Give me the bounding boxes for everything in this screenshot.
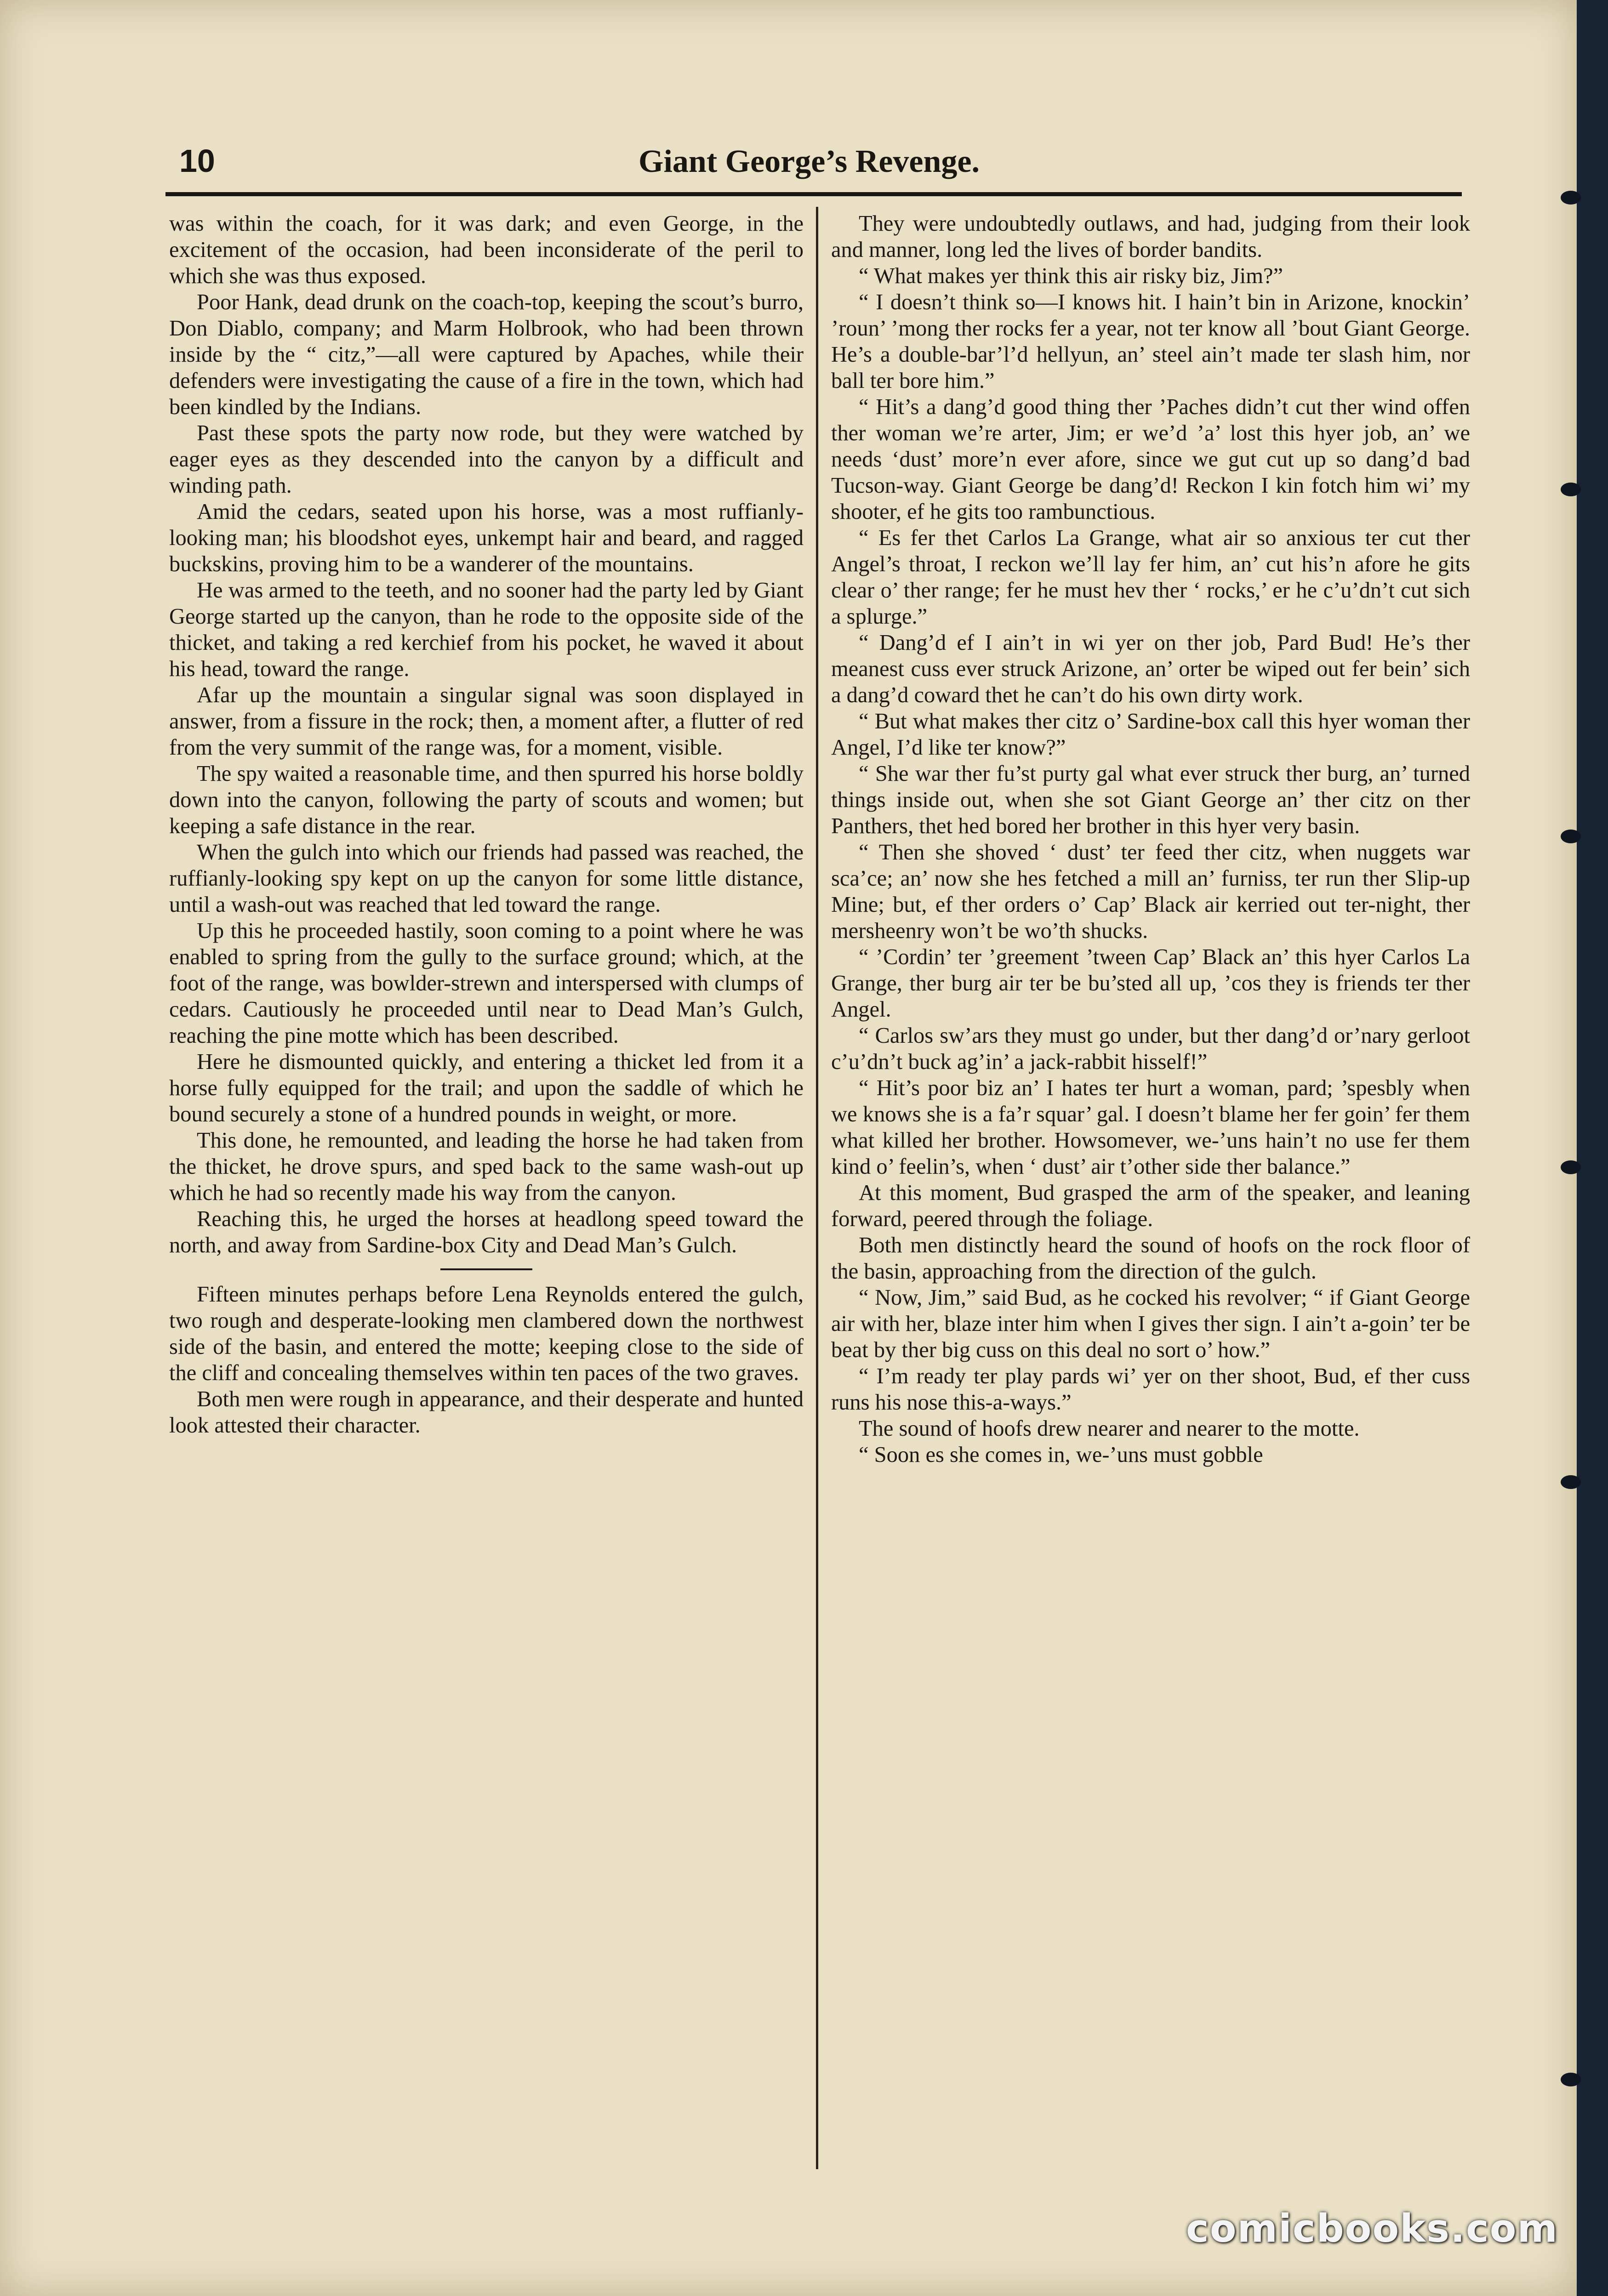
site-watermark: comicbooks.com [1186,2206,1558,2251]
paragraph: “ I’m ready ter play pards wi’ yer on ther shoot, Bud, ef ther cuss runs his nose this-a-ways.” [831,1364,1470,1415]
paragraph: “ Soon es she comes in, we-’uns must gobble [859,1443,1263,1467]
paragraph: Both men distinctly heard the sound of hoofs on the rock floor of the basin, approaching from the direction of the gulch. [831,1233,1470,1284]
page-header [165,138,1453,188]
paragraph: was within the coach, for it was dark; and even George, in the excitement of the occasion, had been inconsiderate of the peril to which she was thus exposed. [169,211,804,288]
binding-hole [1561,2073,1581,2086]
paragraph: Past these spots the party now rode, but they were watched by eager eyes as they descended into the canyon by a difficult and winding path. [169,421,804,498]
binding-hole [1561,1160,1581,1174]
page-number: 10 [179,143,215,179]
paragraph: Fifteen minutes perhaps before Lena Reynolds entered the gulch, two rough and desperate-looking men clambered down the northwest side of the basin, and entered the motte; keeping close to the side of the cliff and concealing themselves within ten paces of the two graves. [169,1282,804,1385]
paragraph: “ But what makes ther citz o’ Sardine-box call this hyer woman ther Angel, I’d like ter know?” [831,709,1470,760]
column-divider [816,207,818,2169]
paragraph: “ Now, Jim,” said Bud, as he cocked his revolver; “ if Giant George air with her, blaze inter him when I gives ther sign. I ain’t a-goin’ ter be beat by ther big cuss on this deal no sort o’ how.” [831,1285,1470,1362]
paragraph: Amid the cedars, seated upon his horse, was a most ruffianly-looking man; his bloodshot eyes, unkempt hair and beard, and ragged buckskins, proving him to be a wanderer of the mountains. [169,500,804,576]
header-rule [165,192,1462,196]
binding-hole [1561,830,1581,843]
paragraph: At this moment, Bud grasped the arm of the speaker, and leaning forward, peered through the foliage. [831,1181,1470,1231]
page-title: Giant George’s Revenge. [639,144,980,179]
left-column [169,210,804,1438]
paragraph: Poor Hank, dead drunk on the coach-top, keeping the scout’s burro, Don Diablo, company; and Marm Holbrook, who had been thrown inside by the “ citz,”—all were captured by Apaches, while their defenders were investigating the cause of a fire in the town, which had been kindled by the Indians. [169,290,804,419]
paragraph: Afar up the mountain a singular signal was soon displayed in answer, from a fissure in the rock; then, a moment after, a flutter of red from the very summit of the range was, for a moment, visible. [169,683,804,760]
paragraph: “ What makes yer think this air risky biz, Jim?” [859,264,1283,288]
paragraph: He was armed to the teeth, and no sooner had the party led by Giant George started up the canyon, than he rode to the opposite side of the thicket, and taking a red kerchief from his pocket, he waved it about his head, toward the range. [169,578,804,681]
paragraph: “ Es fer thet Carlos La Grange, what air so anxious ter cut ther Angel’s throat, I reckon we’ll lay fer him, an’ cut his’n afore he gits clear o’ ther range; fer he must hev ther ‘ rocks,’ er he c’u’dn’t cut sich a splurge.” [831,526,1470,629]
binding-hole [1561,191,1581,205]
paragraph: “ Dang’d ef I ain’t in wi yer on ther job, Pard Bud! He’s ther meanest cuss ever struck Arizone, an’ orter be wiped out fer bein’ sich a dang’d coward thet he can’t do his own dirty work. [831,631,1470,707]
paragraph: “ Hit’s a dang’d good thing ther ’Paches didn’t cut ther wind offen ther woman we’re arter, Jim; er we’d ’a’ lost this hyer job, an’ we needs ‘dust’ more’n ever afore, since we gut cut up so dang’d bad Tucson-way. Giant George be dang’d! Reckon I kin fotch him wi’ my shooter, ef he gits too rambunctious. [831,395,1470,524]
binding-hole [1561,1475,1581,1489]
paragraph: This done, he remounted, and leading the horse he had taken from the thicket, he drove spurs, and sped back to the same wash-out up which he had so recently made his way from the canyon. [169,1128,804,1205]
paragraph: The sound of hoofs drew nearer and nearer to the motte. [859,1416,1360,1441]
paragraph: Up this he proceeded hastily, soon coming to a point where he was enabled to spring from the gully to the surface ground; which, at the foot of the range, was bowlder-strewn and interspersed with clumps of cedars. Cautiously he proceeded until near to Dead Man’s Gulch, reaching the pine motte which has been described. [169,919,804,1048]
binding-hole [1561,483,1581,496]
right-column [831,210,1470,1468]
paragraph: Here he dismounted quickly, and entering a thicket led from it a horse fully equipped for the trail; and upon the saddle of which he bound securely a stone of a hundred pounds in weight, or more. [169,1050,804,1126]
paragraph: “ Hit’s poor biz an’ I hates ter hurt a woman, pard; ’spesbly when we knows she is a fa’r squar’ gal. I doesn’t blame her fer goin’ fer them what killed her brother. Howsomever, we-’uns hain’t no use fer them kind o’ feelin’s, when ‘ dust’ air t’other side ther balance.” [831,1076,1470,1179]
paragraph: “ ’Cordin’ ter ’greement ’tween Cap’ Black an’ this hyer Carlos La Grange, ther burg air ter be bu’sted all up, ’cos they is friends ter ther Angel. [831,945,1470,1022]
paragraph: When the gulch into which our friends had passed was reached, the ruffianly-looking spy kept on up the canyon for some little distance, until a wash-out was reached that led toward the range. [169,840,804,917]
paragraph: Reaching this, he urged the horses at headlong speed toward the north, and away from Sardine-box City and Dead Man’s Gulch. [169,1207,804,1257]
paragraph: “ Carlos sw’ars they must go under, but ther dang’d or’nary gerloot c’u’dn’t buck ag’in’ a jack-rabbit hisself!” [831,1023,1470,1074]
paragraph: Both men were rough in appearance, and their desperate and hunted look attested their character. [169,1387,804,1438]
paragraph: The spy waited a reasonable time, and then spurred his horse boldly down into the canyon, following the party of scouts and women; but keeping a safe distance in the rear. [169,762,804,838]
paragraph: “ I doesn’t think so—I knows hit. I hain’t bin in Arizone, knockin’ ’roun’ ’mong ther rocks fer a year, not ter know all ’bout Giant George. He’s a double-bar’l’d hellyun, an’ steel ain’t made ter slash him, nor ball ter bore him.” [831,290,1470,393]
paragraph: “ She war ther fu’st purty gal what ever struck ther burg, an’ turned things inside out, when she sot Giant George an’ ther citz on ther Panthers, thet hed bored her brother in this hyer very basin. [831,762,1470,838]
section-break-rule [440,1268,532,1270]
paragraph: “ Then she shoved ‘ dust’ ter feed ther citz, when nuggets war sca’ce; an’ now she hes fetched a mill an’ furniss, ter run ther Slip-up Mine; but, ef ther orders o’ Cap’ Black air kerried out ter-night, ther mersheenry won’t be wo’th shucks. [831,840,1470,943]
paragraph: They were undoubtedly outlaws, and had, judging from their look and manner, long led the lives of border bandits. [831,211,1470,262]
page-edge-background [1577,0,1608,2296]
